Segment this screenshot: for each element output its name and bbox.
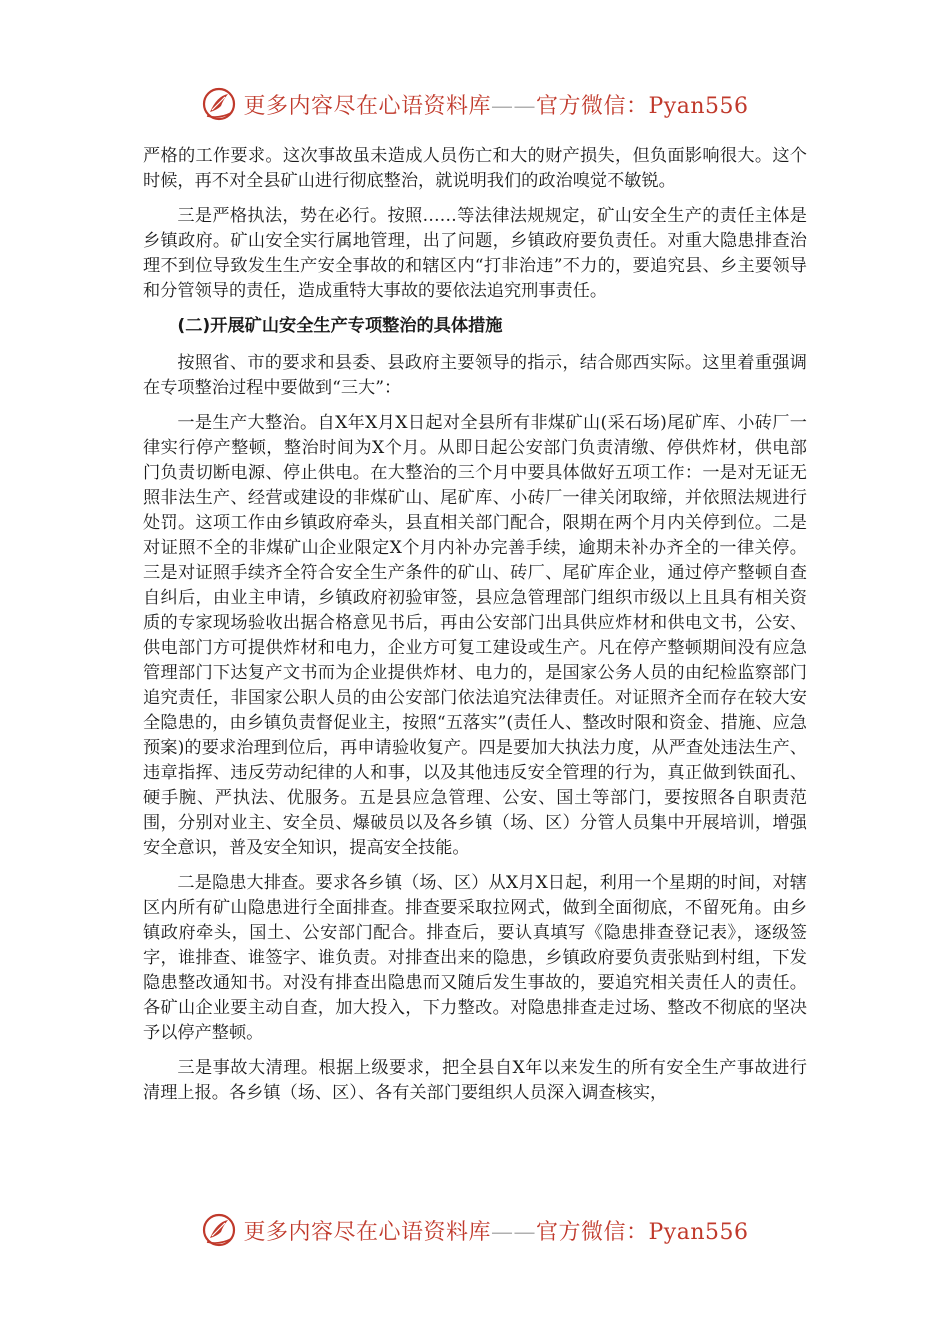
paragraph: 三是事故大清理。根据上级要求，把全县自X年以来发生的所有安全生产事故进行清理上报。各乡镇（场、区）、各有关部门要组织人员深入调查核实， [143, 1058, 807, 1103]
banner-dash: —— [491, 1219, 536, 1245]
document-body [143, 144, 807, 1116]
banner-main: 更多内容尽在心语资料库 [243, 1219, 491, 1245]
paragraph: 严格的工作要求。这次事故虽未造成人员伤亡和大的财产损失，但负面影响很大。这个时候，再不对全县矿山进行彻底整治，就说明我们的政治嗅觉不敏锐。 [143, 146, 807, 191]
banner-wechat: 官方微信：Pyan556 [536, 93, 749, 119]
header-banner [0, 82, 950, 126]
banner-main: 更多内容尽在心语资料库 [243, 93, 491, 119]
banner-text [243, 1215, 748, 1246]
section-heading: (二)开展矿山安全生产专项整治的具体措施 [177, 316, 503, 336]
paragraph: 一是生产大整治。自X年X月X日起对全县所有非煤矿山(采石场)尾矿库、小砖厂一律实行停产整顿，整治时间为X个月。从即日起公安部门负责清缴、停供炸材，供电部门负责切断电源、停止供电。在大整治的三个月中要具体做好五项工作：一是对无证无照非法生产、经营或建设的非煤矿山、尾矿库、小砖厂一律关闭取缔，并依照法规进行处罚。这项工作由乡镇政府牵头，县直相关部门配合，限期在两个月内关停到位。二是对证照不全的非煤矿山企业限定X个月内补办完善手续，逾期未补办齐全的一律关停。三是对证照手续齐全符合安全生产条件的矿山、砖厂、尾矿库企业，通过停产整顿自查自纠后，由业主申请，乡镇政府初验审签，县应急管理部门组织市级以上且具有相关资质的专家现场验收出据合格意见书后，再由公安部门出具供应炸材和供电文书，公安、供电部门方可提供炸材和电力，企业方可复工建设或生产。凡在停产整顿期间没有应急管理部门下达复产文书而为企业提供炸材、电力的，是国家公务人员的由纪检监察部门追究责任，非国家公职人员的由公安部门依法追究法律责任。对证照齐全而存在较大安全隐患的，由乡镇负责督促业主，按照“五落实”(责任人、整改时限和资金、措施、应急预案)的要求治理到位后，再申请验收复产。四是要加大执法力度，从严查处违法生产、违章指挥、违反劳动纪律的人和事，以及其他违反安全管理的行为，真正做到铁面孔、硬手腕、严执法、优服务。五是县应急管理、公安、国土等部门，要按照各自职责范围，分别对业主、安全员、爆破员以及各乡镇（场、区）分管人员集中开展培训，增强安全意识，普及安全知识，提高安全技能。 [143, 413, 807, 858]
paragraph: 按照省、市的要求和县委、县政府主要领导的指示，结合郧西实际。这里着重强调在专项整治过程中要做到“三大”： [143, 353, 807, 398]
banner-text [243, 89, 748, 120]
brand-logo-icon [201, 86, 237, 122]
banner-wechat: 官方微信：Pyan556 [536, 1219, 749, 1245]
paragraph: 三是严格执法，势在必行。按照……等法律法规规定，矿山安全生产的责任主体是乡镇政府。矿山安全实行属地管理，出了问题，乡镇政府要负责任。对重大隐患排查治理不到位导致发生生产安全事故的和辖区内“打非治违”不力的，要追究县、乡主要领导和分管领导的责任，造成重特大事故的要依法追究刑事责任。 [143, 206, 807, 301]
footer-banner [0, 1208, 950, 1252]
paragraph: 二是隐患大排查。要求各乡镇（场、区）从X月X日起，利用一个星期的时间，对辖区内所有矿山隐患进行全面排查。排查要采取拉网式，做到全面彻底，不留死角。由乡镇政府牵头，国土、公安部门配合。排查后，要认真填写《隐患排查登记表》，逐级签字，谁排查、谁签字、谁负责。对排查出来的隐患，乡镇政府要负责张贴到村组，下发隐患整改通知书。对没有排查出隐患而又随后发生事故的，要追究相关责任人的责任。各矿山企业要主动自查，加大投入，下力整改。对隐患排查走过场、整改不彻底的坚决予以停产整顿。 [143, 873, 807, 1043]
brand-logo-icon [201, 1212, 237, 1248]
banner-dash: —— [491, 93, 536, 119]
